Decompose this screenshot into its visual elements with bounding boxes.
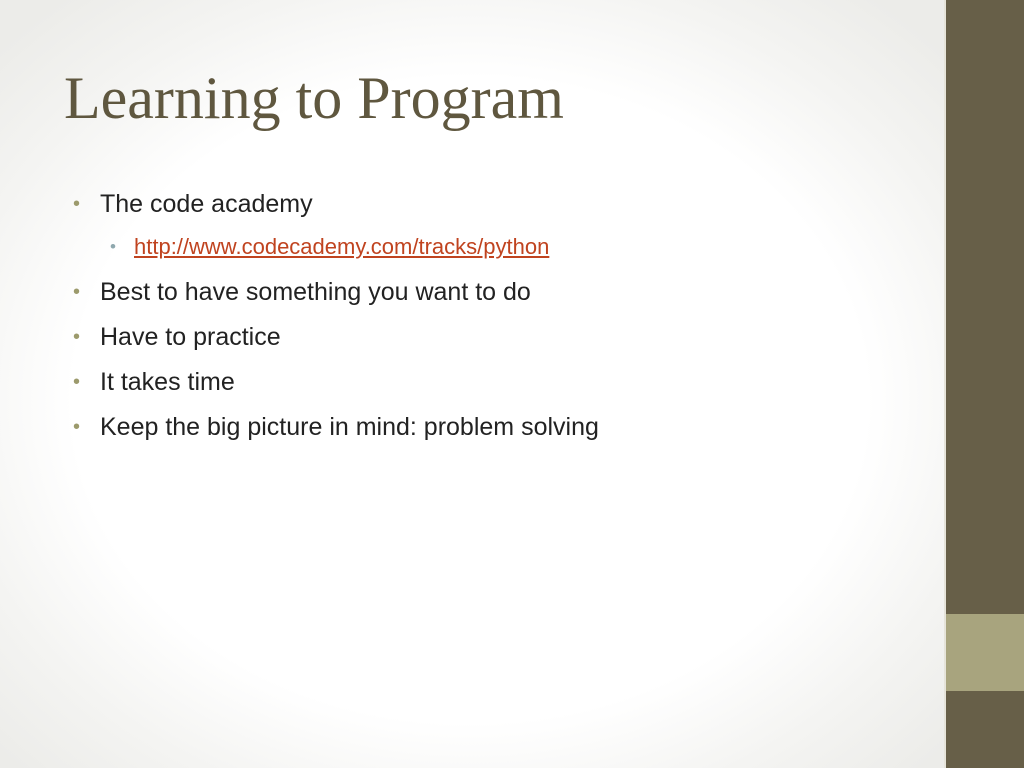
- sub-bullet-dot-icon: •: [110, 237, 116, 256]
- bullet-dot-icon: •: [73, 281, 81, 303]
- decorative-sidebar-accent: [946, 614, 1024, 691]
- bullet-item-code-academy: [72, 184, 932, 224]
- bullet-dot-icon: •: [73, 193, 81, 215]
- bullet-text: The code academy: [100, 190, 313, 218]
- sub-bullet-item-link: [72, 229, 932, 265]
- bullet-text: Keep the big picture in mind: problem solving: [100, 413, 599, 441]
- bullet-dot-icon: •: [73, 416, 81, 438]
- slide-title: Learning to Program: [64, 65, 564, 131]
- bullet-item-practice: [72, 317, 932, 357]
- bullet-dot-icon: •: [73, 326, 81, 348]
- bullet-item-big-picture: [72, 407, 932, 447]
- bullet-list: [72, 184, 932, 452]
- bullet-text: It takes time: [100, 368, 235, 396]
- codecademy-link[interactable]: http://www.codecademy.com/tracks/python: [134, 234, 550, 259]
- bullet-text: Have to practice: [100, 323, 281, 351]
- bullet-item-takes-time: [72, 362, 932, 402]
- bullet-dot-icon: •: [73, 371, 81, 393]
- bullet-item-something-to-do: [72, 272, 932, 312]
- bullet-text: Best to have something you want to do: [100, 278, 531, 306]
